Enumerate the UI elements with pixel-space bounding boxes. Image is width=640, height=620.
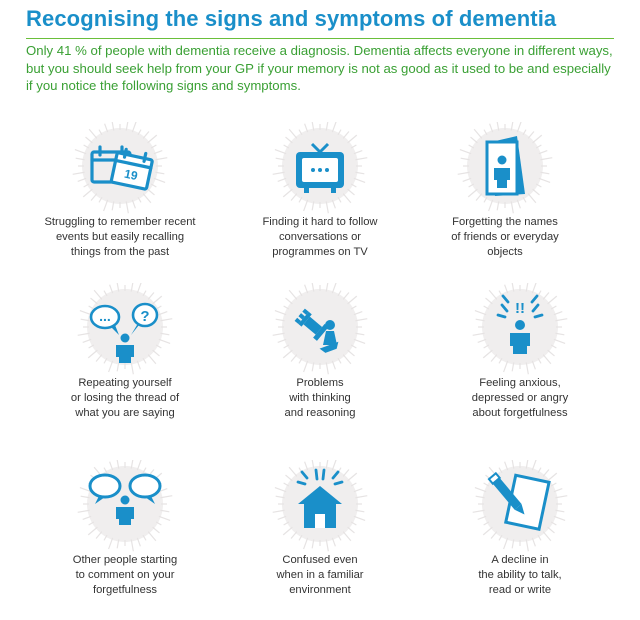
intro-text — [26, 42, 616, 95]
caption-line: things from the past — [70, 246, 170, 258]
intro-line: if you notice the following signs and symptoms. — [26, 78, 301, 93]
chess-pieces-icon — [270, 283, 370, 383]
symptom-card-memory — [20, 122, 220, 282]
caption-line: Repeating yourself — [78, 377, 172, 389]
exclamation-text: !! — [515, 300, 525, 317]
two-bubbles-person-icon — [75, 460, 175, 560]
tv-icon — [270, 122, 370, 222]
anxious-person-icon — [470, 283, 570, 383]
symptom-caption — [25, 553, 225, 598]
caption-line: events but easily recalling — [55, 231, 185, 243]
caption-line: Struggling to remember recent — [44, 216, 196, 228]
caption-line: what you are saying — [75, 407, 175, 419]
caption-line: programmes on TV — [272, 246, 368, 258]
caption-line: when in a familiar — [276, 569, 364, 581]
caption-line: Feeling anxious, — [479, 377, 561, 389]
caption-line: Other people starting — [72, 554, 178, 566]
caption-line: Problems — [296, 377, 344, 389]
bubble-left-text: ... — [99, 308, 111, 324]
caption-line: to comment on your — [75, 569, 175, 581]
symptom-card-tv — [220, 122, 420, 282]
intro-line: but you should seek help from your GP if your memory is not as good as it used to be and especially — [26, 60, 611, 76]
pen-paper-icon — [470, 460, 570, 560]
caption-line: with thinking — [289, 392, 351, 404]
symptom-card-repeating — [25, 283, 225, 443]
symptom-caption — [420, 553, 620, 598]
symptom-caption — [20, 215, 220, 260]
bubble-right-text: ? — [140, 308, 150, 325]
portrait-frame-icon — [455, 122, 555, 222]
caption-line: Finding it hard to follow — [262, 216, 378, 228]
caption-line: A decline in — [491, 554, 549, 566]
calendar-icon — [70, 122, 170, 222]
caption-line: or losing the thread of — [70, 392, 180, 404]
symptom-card-comments — [25, 460, 225, 620]
symptom-caption — [220, 376, 420, 421]
symptom-card-anxious — [420, 283, 620, 443]
caption-line: and reasoning — [284, 407, 356, 419]
symptom-caption — [220, 215, 420, 260]
symptom-caption — [25, 376, 225, 421]
symptom-caption — [420, 376, 620, 421]
intro-line: Only 41 % of people with dementia receive a diagnosis. Dementia affects everyone in different ways, — [26, 43, 613, 58]
caption-line: depressed or angry — [471, 392, 569, 404]
caption-line: environment — [289, 584, 351, 596]
speech-bubbles-person-icon — [75, 283, 175, 383]
caption-line: of friends or everyday — [451, 231, 559, 243]
symptom-card-confused — [220, 460, 420, 620]
symptom-card-writing — [420, 460, 620, 620]
caption-line: objects — [487, 246, 523, 258]
symptom-card-thinking — [220, 283, 420, 443]
symptom-caption — [405, 215, 605, 260]
caption-line: read or write — [488, 584, 552, 596]
confused-house-icon — [270, 460, 370, 560]
symptom-caption — [220, 553, 420, 598]
caption-line: about forgetfulness — [472, 407, 568, 419]
title-divider — [26, 38, 614, 39]
symptom-card-names — [405, 122, 605, 282]
calendar-day: 19 — [122, 166, 139, 184]
page-title: Recognising the signs and symptoms of dementia — [26, 6, 557, 31]
caption-line: forgetfulness — [92, 584, 158, 596]
caption-line: the ability to talk, — [478, 569, 562, 581]
caption-line: Confused even — [282, 554, 358, 566]
caption-line: Forgetting the names — [452, 216, 558, 228]
caption-line: conversations or — [278, 231, 362, 243]
